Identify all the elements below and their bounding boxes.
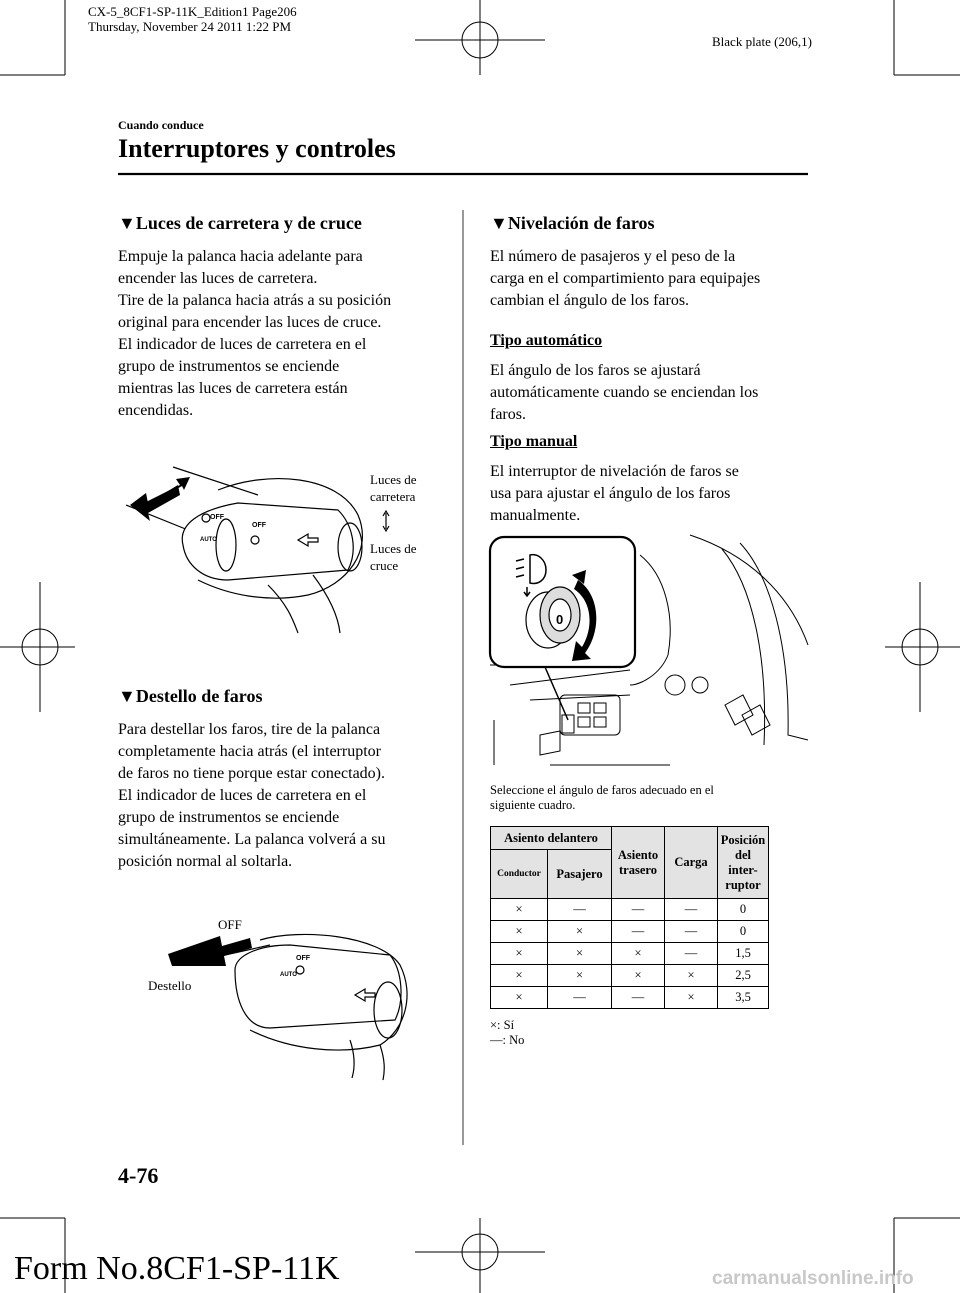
form-number: Form No.8CF1-SP-11K xyxy=(14,1250,340,1287)
switch-auto-text: AUTO xyxy=(280,972,297,978)
table-cell: 2,5 xyxy=(718,965,769,987)
text-line: carga en el compartimiento para equipajes xyxy=(490,270,761,287)
text-line: usa para ajustar el ángulo de los faros xyxy=(490,485,731,502)
label-flash: Destello xyxy=(148,978,192,993)
table-cell: × xyxy=(491,921,548,943)
text-line: faros. xyxy=(490,406,526,423)
label-low-beam xyxy=(370,540,417,574)
text-line: El ángulo de los faros se ajustará xyxy=(490,362,701,379)
table-cell: × xyxy=(491,899,548,921)
table-cell: × xyxy=(491,987,548,1009)
page-number: 4-76 xyxy=(118,1163,159,1188)
header-driver: Conductor xyxy=(491,850,548,899)
paragraph-manual xyxy=(490,461,810,527)
file-line-2: Thursday, November 24 2011 1:22 PM xyxy=(88,19,292,34)
heading-text: Destello de faros xyxy=(135,686,263,706)
switch-off-text: OFF xyxy=(210,514,224,521)
header-line: ruptor xyxy=(725,877,761,892)
file-line-1: CX-5_8CF1-SP-11K_Edition1 Page206 xyxy=(88,4,297,19)
header-line: Asiento xyxy=(617,847,659,862)
text-line: manualmente. xyxy=(490,507,581,524)
dashboard-illustration xyxy=(490,535,810,775)
text-line: Para destellar los faros, tire de la palanca xyxy=(118,721,381,738)
legend-yes: ×: Sí xyxy=(490,1018,515,1032)
table-cell: × xyxy=(548,921,612,943)
table-row xyxy=(491,987,769,1009)
table-row xyxy=(491,943,769,965)
table-cell: 0 xyxy=(718,921,769,943)
text-line: mientras las luces de carretera están xyxy=(118,380,348,397)
text-line: encender las luces de carretera. xyxy=(118,270,318,287)
header-cargo: Carga xyxy=(665,827,718,899)
heading-leveling xyxy=(490,213,654,234)
table-cell: × xyxy=(665,965,718,987)
header-front-seat: Asiento delantero xyxy=(491,827,612,850)
triangle-icon: ▼ xyxy=(118,213,136,233)
switch-auto-text: AUTO xyxy=(200,537,217,543)
table-cell: — xyxy=(612,987,665,1009)
table-row xyxy=(491,965,769,987)
caption-line: Seleccione el ángulo de faros adecuado en el xyxy=(490,783,714,797)
table-cell: × xyxy=(612,943,665,965)
table-cell: — xyxy=(665,921,718,943)
table-cell: — xyxy=(612,899,665,921)
table-row xyxy=(491,921,769,943)
text-line: Empuje la palanca hacia adelante para xyxy=(118,248,363,265)
heading-flash xyxy=(118,686,262,707)
lever-illustration-beams xyxy=(118,455,458,635)
text-line: cambian el ángulo de los faros. xyxy=(490,292,690,309)
label-line: cruce xyxy=(370,558,399,573)
table-cell: × xyxy=(491,965,548,987)
text-line: de faros no tiene porque estar conectado). xyxy=(118,765,385,782)
table-cell: — xyxy=(665,899,718,921)
file-info xyxy=(88,4,297,34)
text-line: El indicador de luces de carretera en el xyxy=(118,336,367,353)
paragraph-high-low-beam xyxy=(118,246,458,422)
table-cell: × xyxy=(548,965,612,987)
header-switch-position xyxy=(718,827,769,899)
header-line: del xyxy=(735,847,751,862)
table-cell: — xyxy=(548,987,612,1009)
dashboard-drawing xyxy=(490,535,810,775)
heading-high-low-beam xyxy=(118,213,362,234)
table-cell: — xyxy=(665,943,718,965)
paragraph-flash xyxy=(118,719,458,873)
heading-text: Nivelación de faros xyxy=(507,213,655,233)
table-cell: 1,5 xyxy=(718,943,769,965)
text-line: El número de pasajeros y el peso de la xyxy=(490,248,736,265)
leveling-table xyxy=(490,826,769,1009)
table-cell: 3,5 xyxy=(718,987,769,1009)
watermark: carmanualsonline.info xyxy=(712,1268,914,1289)
paragraph-automatic xyxy=(490,360,810,426)
table-cell: × xyxy=(491,943,548,965)
table-legend xyxy=(490,1018,524,1048)
text-line: Tire de la palanca hacia atrás a su posición xyxy=(118,292,392,309)
triangle-icon: ▼ xyxy=(118,686,136,706)
caption-line: siguiente cuadro. xyxy=(490,798,576,812)
heading-text: Luces de carretera y de cruce xyxy=(135,213,362,233)
lever-flash-drawing xyxy=(140,910,440,1080)
triangle-icon: ▼ xyxy=(490,213,508,233)
label-line: Luces de xyxy=(370,472,417,487)
label-line: carretera xyxy=(370,489,416,504)
legend-no: —: No xyxy=(490,1033,525,1047)
text-line: completamente hacia atrás (el interruptor xyxy=(118,743,381,760)
table-caption xyxy=(490,783,810,813)
text-line: grupo de instrumentos se enciende xyxy=(118,358,340,375)
table-cell: — xyxy=(548,899,612,921)
lever-illustration-flash xyxy=(140,910,440,1080)
table-cell: 0 xyxy=(718,899,769,921)
header-line: Posición xyxy=(720,832,766,847)
header-line: inter- xyxy=(728,862,758,877)
label-line: Luces de xyxy=(370,541,417,556)
table-cell: × xyxy=(612,965,665,987)
text-line: original para encender las luces de cruce. xyxy=(118,314,382,331)
header-line: trasero xyxy=(619,862,657,877)
text-line: El indicador de luces de carretera en el xyxy=(118,787,367,804)
paragraph-leveling xyxy=(490,246,810,312)
plate-info: Black plate (206,1) xyxy=(712,34,812,49)
text-line: El interruptor de nivelación de faros se xyxy=(490,463,739,480)
table-row xyxy=(491,899,769,921)
label-high-beam xyxy=(370,471,417,505)
text-line: automáticamente cuando se enciendan los xyxy=(490,384,759,401)
page-title: Interruptores y controles xyxy=(118,134,396,163)
label-off: OFF xyxy=(218,917,242,932)
subheading-automatic: Tipo automático xyxy=(490,332,603,349)
subheading-manual: Tipo manual xyxy=(490,433,578,450)
text-line: encendidas. xyxy=(118,402,194,419)
table-cell: — xyxy=(612,921,665,943)
dial-digit: 0 xyxy=(556,612,564,627)
table-cell: × xyxy=(665,987,718,1009)
switch-off-text: OFF xyxy=(296,955,310,962)
text-line: grupo de instrumentos se enciende xyxy=(118,809,340,826)
text-line: simultáneamente. La palanca volverá a su xyxy=(118,831,386,848)
text-line: posición normal al soltarla. xyxy=(118,853,293,870)
table-cell: × xyxy=(548,943,612,965)
section-label: Cuando conduce xyxy=(118,118,204,132)
switch-off-text: OFF xyxy=(252,522,266,529)
header-rear-seat xyxy=(612,827,665,899)
header-passenger: Pasajero xyxy=(548,850,612,899)
